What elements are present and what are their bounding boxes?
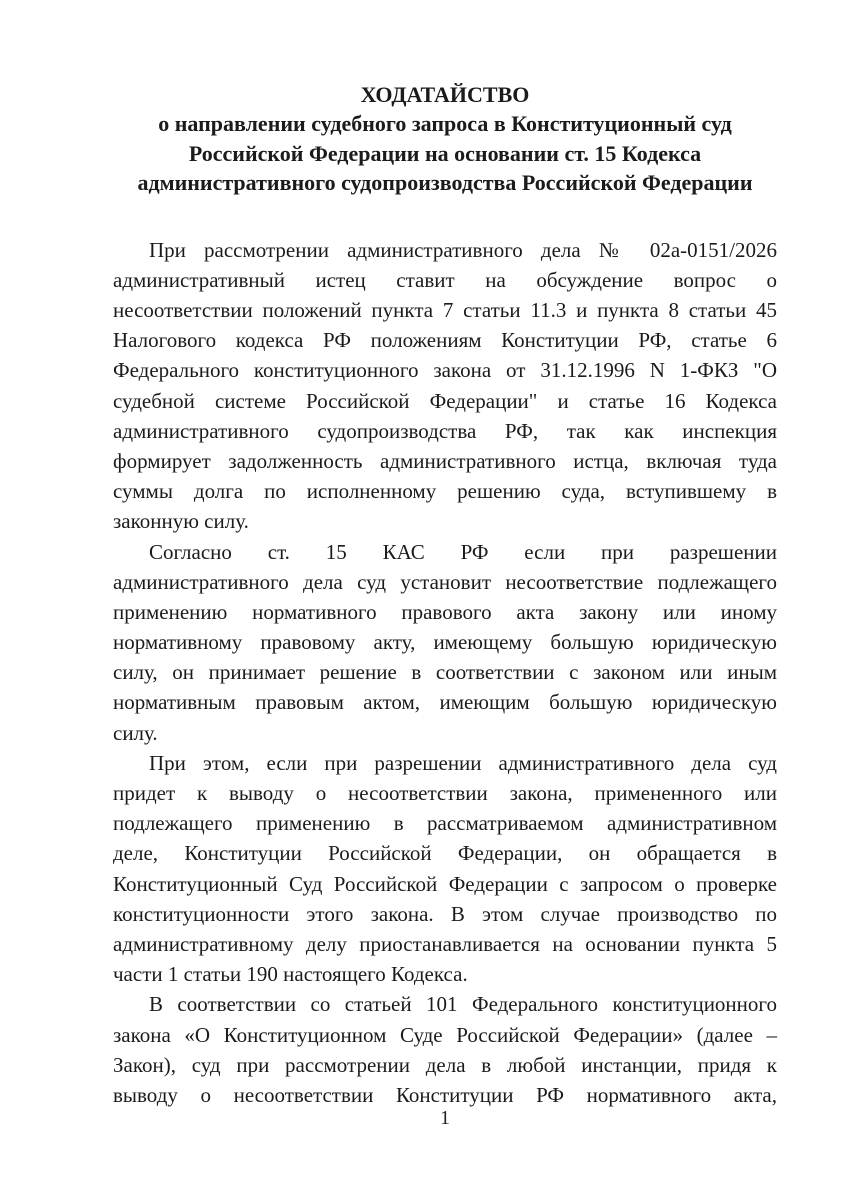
text-line: силу, он принимает решение в соответствии с законом или иным — [113, 660, 777, 685]
title-line: о направлении судебного запроса в Конституционный суд — [158, 111, 732, 137]
paragraph — [113, 537, 777, 748]
paragraph — [113, 748, 777, 990]
text-line: закона «О Конституционном Суде Российской Федерации» (далее – — [113, 1022, 777, 1047]
title-line: Российской Федерации на основании ст. 15 Кодекса — [188, 140, 702, 166]
text-line: несоответствии положений пункта 7 статьи 11.3 и пункта 8 статьи 45 — [113, 298, 777, 322]
page-number: 1 — [440, 1107, 450, 1129]
text-line: нормативному правовому акту, имеющему большую юридическую — [113, 630, 777, 655]
text-line: административному делу приостанавливается на основании пункта 5 — [113, 931, 777, 956]
paragraph — [113, 235, 777, 537]
document-title — [113, 80, 777, 198]
text-line: Закон), суд при рассмотрении дела в любой инстанции, придя к — [113, 1052, 777, 1077]
title-line: ХОДАТАЙСТВО — [360, 82, 530, 107]
text-line: В соответствии со статьей 101 Федерального конституционного — [149, 992, 777, 1017]
text-line: деле, Конституции Российской Федерации, он обращается в — [113, 841, 777, 866]
text-line: применению нормативного правового акта закону или иному — [113, 599, 777, 624]
text-line: административного судопроизводства РФ, так как инспекция — [113, 418, 777, 443]
text-line: Согласно ст. 15 КАС РФ если при разрешении — [149, 539, 777, 564]
text-line: Федерального конституционного закона от 31.12.1996 N 1-ФКЗ "О — [113, 358, 777, 383]
text-line: выводу о несоответствии Конституции РФ нормативного акта, — [113, 1082, 777, 1107]
document-body — [113, 235, 777, 1110]
text-line: При этом, если при разрешении административного дела суд — [149, 750, 777, 775]
text-line: законную силу. — [113, 509, 249, 534]
text-line: придет к выводу о несоответствии закона, примененного или — [113, 781, 777, 805]
text-line: суммы долга по исполненному решению суда, вступившему в — [113, 479, 777, 504]
text-line: нормативным правовым актом, имеющим большую юридическую — [113, 690, 777, 715]
text-line: подлежащего применению в рассматриваемом административном — [113, 811, 777, 836]
document-content — [113, 80, 777, 1110]
text-line: формирует задолженность административного истца, включая туда — [113, 448, 777, 473]
text-line: административного дела суд установит несоответствие подлежащего — [113, 569, 777, 594]
paragraph — [113, 989, 777, 1110]
text-line: административный истец ставит на обсуждение вопрос о — [113, 267, 777, 292]
text-line: При рассмотрении административного дела № 02а-0151/2026 — [149, 237, 777, 262]
text-line: Конституционный Суд Российской Федерации с запросом о проверке — [113, 871, 777, 896]
text-line: судебной системе Российской Федерации" и статье 16 Кодекса — [113, 388, 777, 413]
text-line: части 1 статьи 190 настоящего Кодекса. — [113, 962, 468, 987]
text-line: Налогового кодекса РФ положениям Конституции РФ, статье 6 — [113, 328, 777, 353]
text-line: силу. — [113, 720, 158, 745]
title-line: административного судопроизводства Российской Федерации — [137, 170, 753, 196]
text-line: конституционности этого закона. В этом случае производство по — [113, 901, 777, 926]
